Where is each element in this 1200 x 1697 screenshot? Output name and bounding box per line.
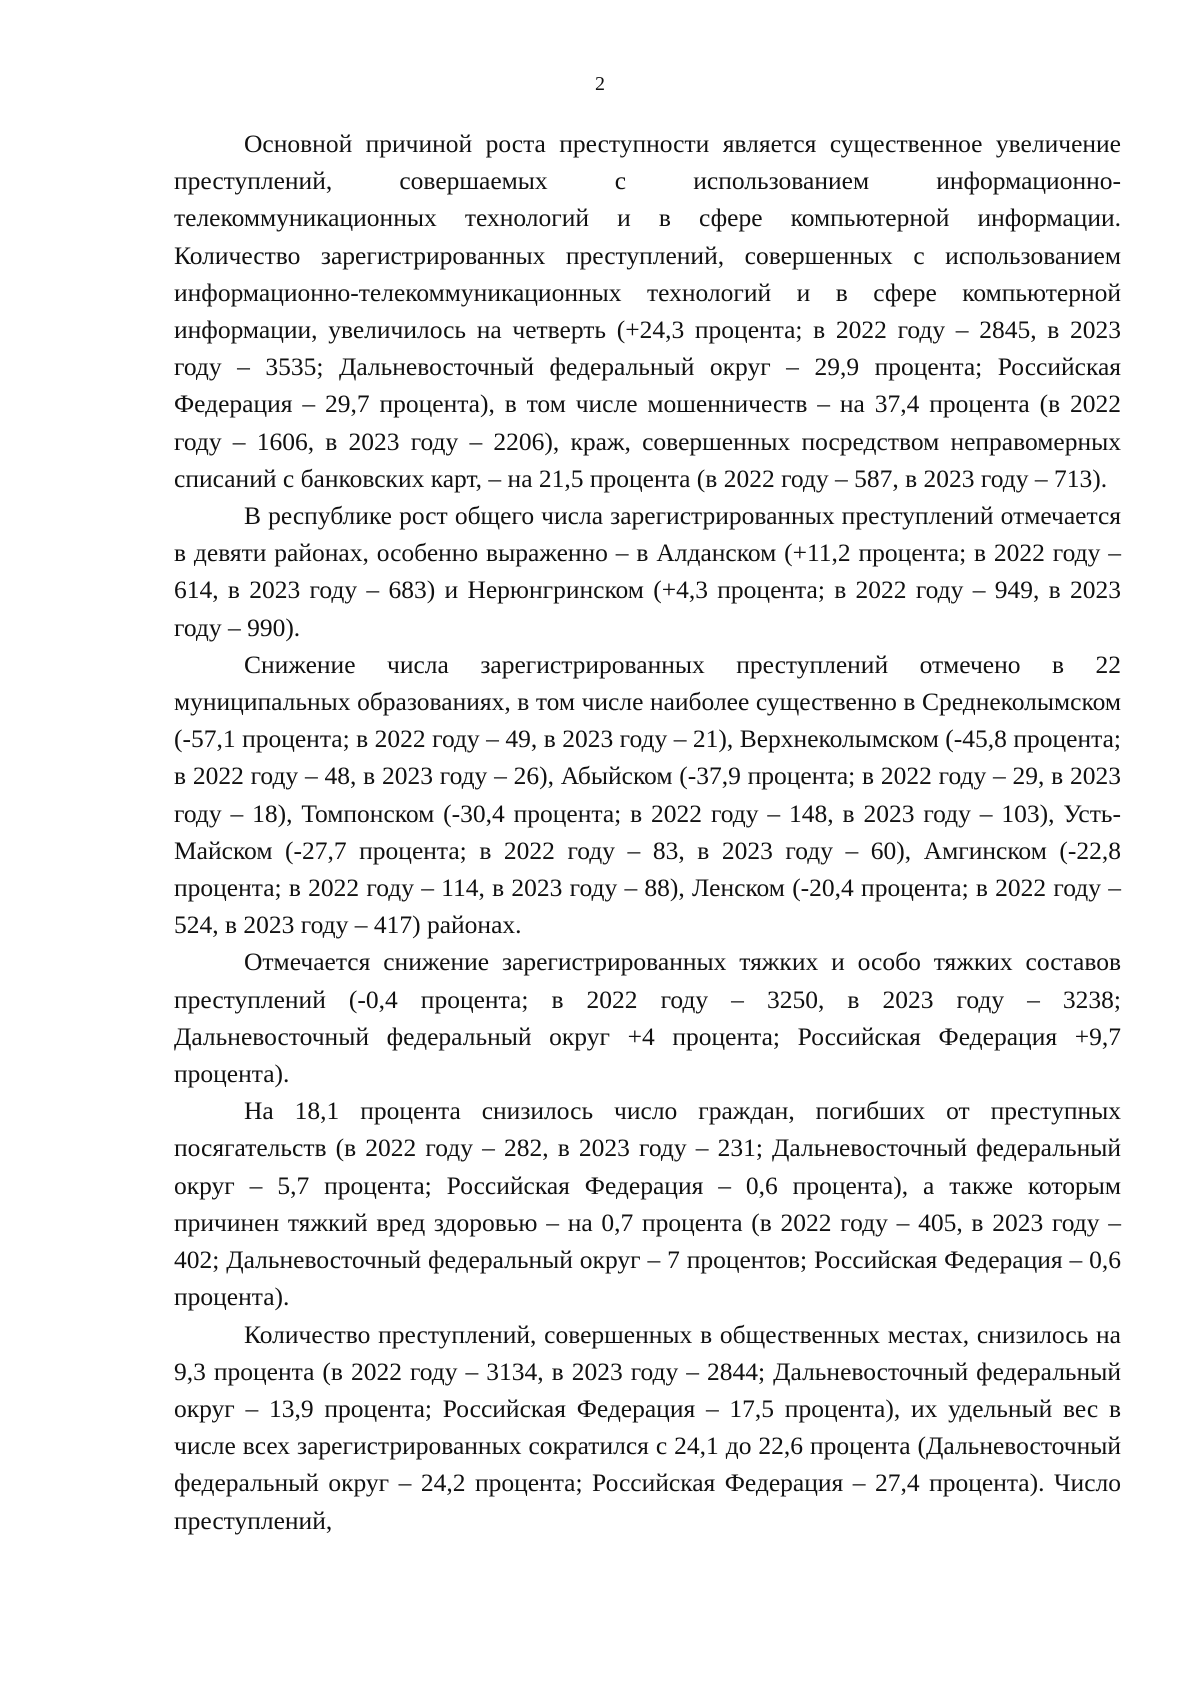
paragraph-victims: На 18,1 процента снизилось число граждан, погибших от преступных посягательств (в 2022 году – 282, в 2023 году – 231; Дальневосточный федеральный округ – 5,7 процента; Российская Федерация – 0,6 процента), а также которым причинен тяжкий вред здоровью – на 0,7 процента (в 2022 году – 405, в 2023 году – 402; Дальневосточный федеральный округ – 7 процентов; Российская Федерация – 0,6 процента). <box>174 1096 1121 1312</box>
page-number: 2 <box>595 73 605 95</box>
paragraph-crime-growth-districts: В республике рост общего числа зарегистрированных преступлений отмечается в девяти районах, особенно выраженно – в Алданском (+11,2 процента; в 2022 году – 614, в 2023 году – 683) и Нерюнгринском (+4,3 процента; в 2022 году – 949, в 2023 году – 990). <box>174 501 1121 642</box>
paragraph-grave-crimes: Отмечается снижение зарегистрированных тяжких и особо тяжких составов преступлений (-0,4 процента; в 2022 году – 3250, в 2023 году – 3238; Дальневосточный федеральный округ +4 процента; Российская Федерация +9,7 процента). <box>174 947 1121 1089</box>
paragraph-cyber-crime: Основной причиной роста преступности является существенное увеличение преступлений, совершаемых с использованием информационно-телекоммуникационных технологий и в сфере компьютерной информации. Количество зарегистрированных преступлений, совершенных с использованием информационно-телекоммуникационных технологий и в сфере компьютерной информации, увеличилось на четверть (+24,3 процента; в 2022 году – 2845, в 2023 году – 3535; Дальневосточный федеральный округ – 29,9 процента; Российская Федерация – 29,7 процента), в том числе мошенничеств – на 37,4 процента (в 2022 году – 1606, в 2023 году – 2206), краж, совершенных посредством неправомерных списаний с банковских карт, – на 21,5 процента (в 2022 году – 587, в 2023 году – 713). <box>174 129 1121 493</box>
paragraph-crime-decrease-municipalities: Снижение числа зарегистрированных преступлений отмечено в 22 муниципальных образованиях, в том числе наиболее существенно в Среднеколымском (-57,1 процента; в 2022 году – 49, в 2023 году – 21), Верхнеколымском (-45,8 процента; в 2022 году – 48, в 2023 году – 26), Абыйском (-37,9 процента; в 2022 году – 29, в 2023 году – 18), Томпонском (-30,4 процента; в 2022 году – 148, в 2023 году – 103), Усть-Майском (-27,7 процента; в 2022 году – 83, в 2023 году – 60), Амгинском (-22,8 процента; в 2022 году – 114, в 2023 году – 88), Ленском (-20,4 процента; в 2022 году – 524, в 2023 году – 417) районах. <box>174 649 1121 940</box>
document-body <box>174 125 1121 1539</box>
paragraph-public-places: Количество преступлений, совершенных в общественных местах, снизилось на 9,3 процента (в 2022 году – 3134, в 2023 году – 2844; Дальневосточный федеральный округ – 13,9 процента; Российская Федерация – 17,5 процента), их удельный вес в числе всех зарегистрированных сократился с 24,1 до 22,6 процента (Дальневосточный федеральный округ – 24,2 процента; Российская Федерация – 27,4 процента). Число преступлений, <box>174 1319 1121 1535</box>
